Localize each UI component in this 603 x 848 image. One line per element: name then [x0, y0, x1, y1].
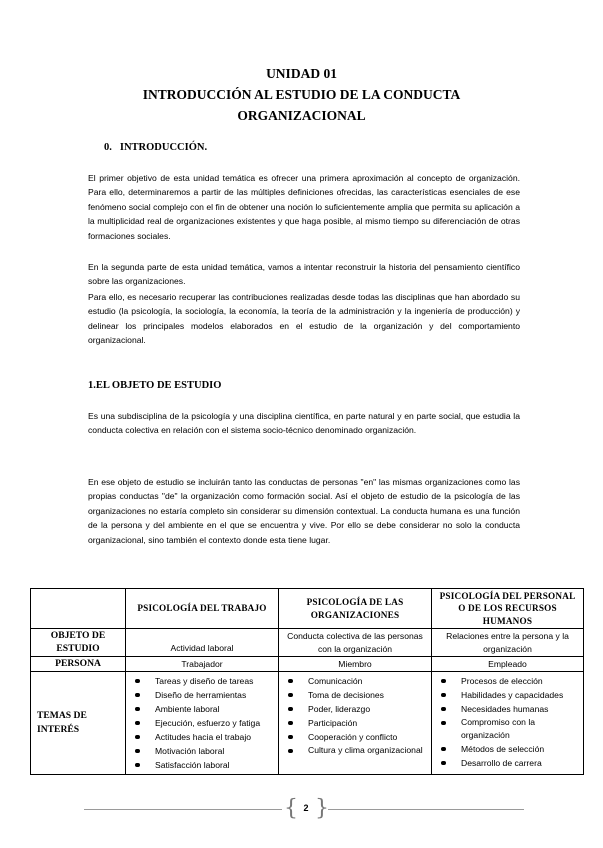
topics-list-work: [129, 674, 275, 772]
section-title: INTRODUCCIÓN.: [119, 142, 208, 153]
page-number: 2: [303, 803, 309, 813]
column-header-organizational-psychology: PSICOLOGÍA DE LAS ORGANIZACIONES: [279, 589, 432, 629]
list-item: Actitudes hacia el trabajo: [129, 730, 275, 744]
list-item: Compromiso con la organización: [435, 716, 580, 742]
cell-topics-personnel: [432, 672, 584, 775]
list-item: Cooperación y conflicto: [282, 730, 428, 744]
list-item: Ejecución, esfuerzo y fatiga: [129, 716, 275, 730]
cell-topics-organizations: [279, 672, 432, 775]
list-item: Procesos de elección: [435, 674, 580, 688]
object-paragraph-1: Es una subdisciplina de la psicología y una disciplina científica, en parte natural y en parte social, que estudia la conducta colectiva en relación con el sistema socio-técnico denominado organización.: [88, 411, 520, 436]
cell-person-personnel: Empleado: [432, 657, 584, 672]
intro-paragraph-1: El primer objetivo de esta unidad temática es ofrecer una primera aproximación al concepto de organización. Para ello, determinaremos a partir de las múltiples definiciones ofrecidas, las características esenciales de ese fenómeno social complejo con el fin de obtener una noción lo suficientemente amplia que permita su aplicación a la multiplicidad real de organizaciones existentes y que haga posible, al mismo tiempo su diferenciación de otras formaciones sociales.: [88, 173, 520, 241]
list-item: Necesidades humanas: [435, 702, 580, 716]
object-paragraph-2: En ese objeto de estudio se incluirán tanto las conductas de personas "en" las mismas organizaciones como las propias conductas "de" la organización como formación social. Así el objeto de estudio de la psicología de las organizaciones no estaría completo sin considerar su dimensión contextual. La conducta humana es una función de la persona y del ambiente en el que se encuentra y vive. Por ello se debe considerar no solo la conducta organizacional, sino también el contexto donde esta tiene lugar.: [88, 477, 520, 545]
list-item: Comunicación: [282, 674, 428, 688]
table-row-topics: [31, 672, 584, 775]
footer-rule-right: [328, 809, 524, 810]
list-item: Desarrollo de carrera: [435, 756, 580, 770]
section-number: 0.: [104, 142, 112, 153]
list-item: Tareas y diseño de tareas: [129, 674, 275, 688]
row-header-person: PERSONA: [31, 657, 126, 672]
topics-list-organizations: [282, 674, 428, 757]
list-item: Poder, liderazgo: [282, 702, 428, 716]
section-heading-object-of-study: 1.EL OBJETO DE ESTUDIO: [88, 380, 222, 391]
footer-brace-right-icon: }: [315, 796, 329, 821]
footer-rule-left: [84, 809, 282, 810]
cell-object-organizations: Conducta colectiva de las personas con la organización: [279, 629, 432, 657]
list-item: Motivación laboral: [129, 744, 275, 758]
intro-paragraph-3: Para ello, es necesario recuperar las contribuciones realizadas desde todas las disciplinas que han abordado su estudio (la psicología, la sociología, la economía, la teoría de la administración y la ingeniería de producción) y delinear los principales modelos elaborados en el estudio de la organización y del comportamiento organizacional.: [88, 292, 520, 346]
table-row-object: [31, 629, 584, 657]
row-header-topics: TEMAS DE INTERÉS: [31, 672, 126, 775]
cell-object-work: Actividad laboral: [126, 629, 279, 657]
column-header-personnel-psychology: PSICOLOGÍA DEL PERSONAL O DE LOS RECURSOS HUMANOS: [432, 589, 584, 629]
list-item: Cultura y clima organizacional: [282, 744, 428, 757]
section-heading-introduction: [104, 142, 207, 153]
cell-person-organizations: Miembro: [279, 657, 432, 672]
table-header-row: [31, 589, 584, 629]
footer-brace-left-icon: {: [284, 796, 298, 821]
unit-title: UNIDAD 01: [266, 66, 337, 81]
comparison-table: [30, 588, 584, 775]
list-item: Toma de decisiones: [282, 688, 428, 702]
intro-paragraph-2: En la segunda parte de esta unidad temática, vamos a intentar reconstruir la historia del pensamiento científico sobre las organizaciones.: [88, 262, 520, 287]
list-item: Habilidades y capacidades: [435, 688, 580, 702]
table-row-person: [31, 657, 584, 672]
cell-topics-work: [126, 672, 279, 775]
list-item: Participación: [282, 716, 428, 730]
topics-list-personnel: [435, 674, 580, 770]
column-header-work-psychology: PSICOLOGÍA DEL TRABAJO: [126, 589, 279, 629]
cell-person-work: Trabajador: [126, 657, 279, 672]
list-item: Satisfacción laboral: [129, 758, 275, 772]
row-header-object: OBJETO DE ESTUDIO: [31, 629, 126, 657]
list-item: Ambiente laboral: [129, 702, 275, 716]
cell-object-personnel: Relaciones entre la persona y la organización: [432, 629, 584, 657]
list-item: Métodos de selección: [435, 742, 580, 756]
unit-subtitle-line1: INTRODUCCIÓN AL ESTUDIO DE LA CONDUCTA: [142, 87, 461, 102]
unit-subtitle-line2: ORGANIZACIONAL: [237, 108, 366, 123]
table-corner-cell: [31, 589, 126, 629]
list-item: Diseño de herramientas: [129, 688, 275, 702]
